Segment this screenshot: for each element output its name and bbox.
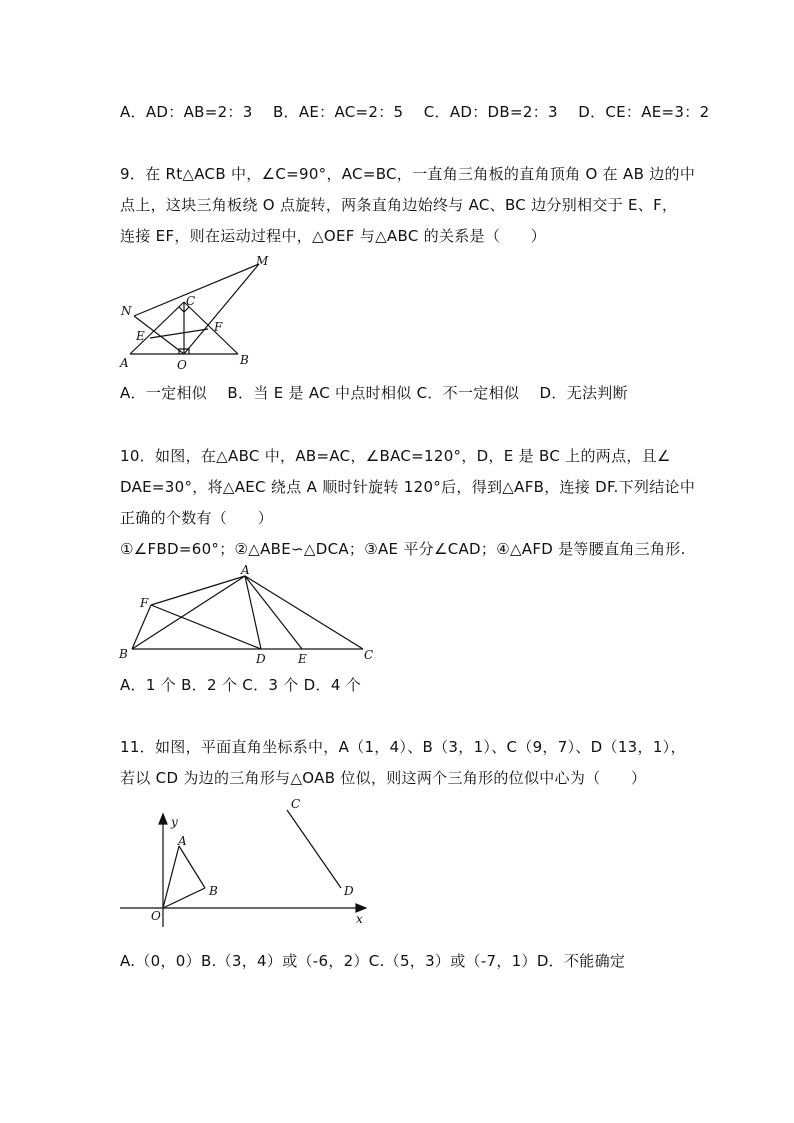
q10-text-line-2: DAE=30°，将△AEC 绕点 A 顺时针旋转 120°后，得到△AFB，连接 DF.下列结论中	[120, 478, 696, 496]
q11-text-line-1: 11．如图，平面直角坐标系中，A（1，4）、B（3，1）、C（9，7）、D（13，1），	[120, 738, 686, 756]
q9-options: A．一定相似 B．当 E 是 AC 中点时相似 C．不一定相似 D．无法判断	[120, 384, 628, 402]
q9-text-line-2: 点上，这块三角板绕 O 点旋转，两条直角边始终与 AC、BC 边分别相交于 E、F，	[120, 196, 678, 214]
label-c: C	[291, 797, 301, 811]
segment-ob	[163, 888, 205, 908]
label-o: O	[151, 909, 161, 923]
label-y: y	[171, 815, 178, 829]
segment-ab	[132, 576, 245, 649]
q11-figure	[115, 792, 375, 930]
q10-figure	[115, 562, 385, 670]
label-f: F	[214, 320, 223, 334]
segment-fd	[151, 605, 261, 649]
label-m: M	[256, 254, 269, 268]
label-a: A	[120, 356, 129, 370]
q10-text-line-1: 10．如图，在△ABC 中，AB=AC，∠BAC=120°，D，E 是 BC 上的两点，且∠	[120, 447, 671, 465]
label-d: D	[256, 652, 266, 666]
label-x: x	[356, 912, 363, 926]
q11-text-line-2: 若以 CD 为边的三角形与△OAB 位似，则这两个三角形的位似中心为（ ）	[120, 769, 647, 787]
q11-options: A.（0，0）B.（3，4）或（-6，2）C.（5，3）或（-7，1）D．不能确定	[120, 952, 626, 970]
q9-text-line-3: 连接 EF，则在运动过程中，△OEF 与△ABC 的关系是（ ）	[120, 227, 547, 245]
segment-oa	[163, 846, 179, 908]
segment-ef	[150, 329, 208, 338]
label-c: C	[186, 294, 196, 308]
y-axis-arrow	[159, 814, 167, 824]
segment-ac	[245, 576, 363, 649]
x-axis-arrow	[356, 904, 366, 912]
label-e: E	[298, 652, 307, 666]
q10-text-line-4: ①∠FBD=60°；②△ABE∽△DCA；③AE 平分∠CAD；④△AFD 是等腰直角三角形.	[120, 540, 686, 558]
q9-figure	[115, 252, 285, 374]
label-n: N	[121, 304, 132, 318]
label-o: O	[177, 358, 187, 372]
label-e: E	[136, 329, 145, 343]
segment-cd	[287, 810, 341, 888]
label-d: D	[344, 884, 354, 898]
segment-ab	[179, 846, 205, 888]
label-c: C	[364, 648, 374, 662]
label-a: A	[178, 834, 187, 848]
q8-options: A．AD：AB=2：3 B．AE：AC=2：5 C．AD：DB=2：3 D．CE：AE=3：2	[120, 103, 710, 121]
segment-af	[151, 576, 245, 605]
label-a: A	[241, 563, 250, 577]
label-b: B	[119, 647, 128, 661]
segment-cb	[184, 302, 238, 354]
label-b: B	[240, 353, 249, 367]
label-b: B	[209, 884, 218, 898]
q10-options: A．1 个 B．2 个 C．3 个 D．4 个	[120, 676, 362, 694]
segment-om	[184, 264, 259, 354]
q9-text-line-1: 9．在 Rt△ACB 中，∠C=90°，AC=BC，一直角三角板的直角顶角 O 在 AB 边的中	[120, 165, 696, 183]
segment-ac	[130, 302, 184, 354]
segment-nm	[134, 264, 259, 316]
label-f: F	[140, 596, 149, 610]
q10-text-line-3: 正确的个数有（ ）	[120, 509, 274, 527]
